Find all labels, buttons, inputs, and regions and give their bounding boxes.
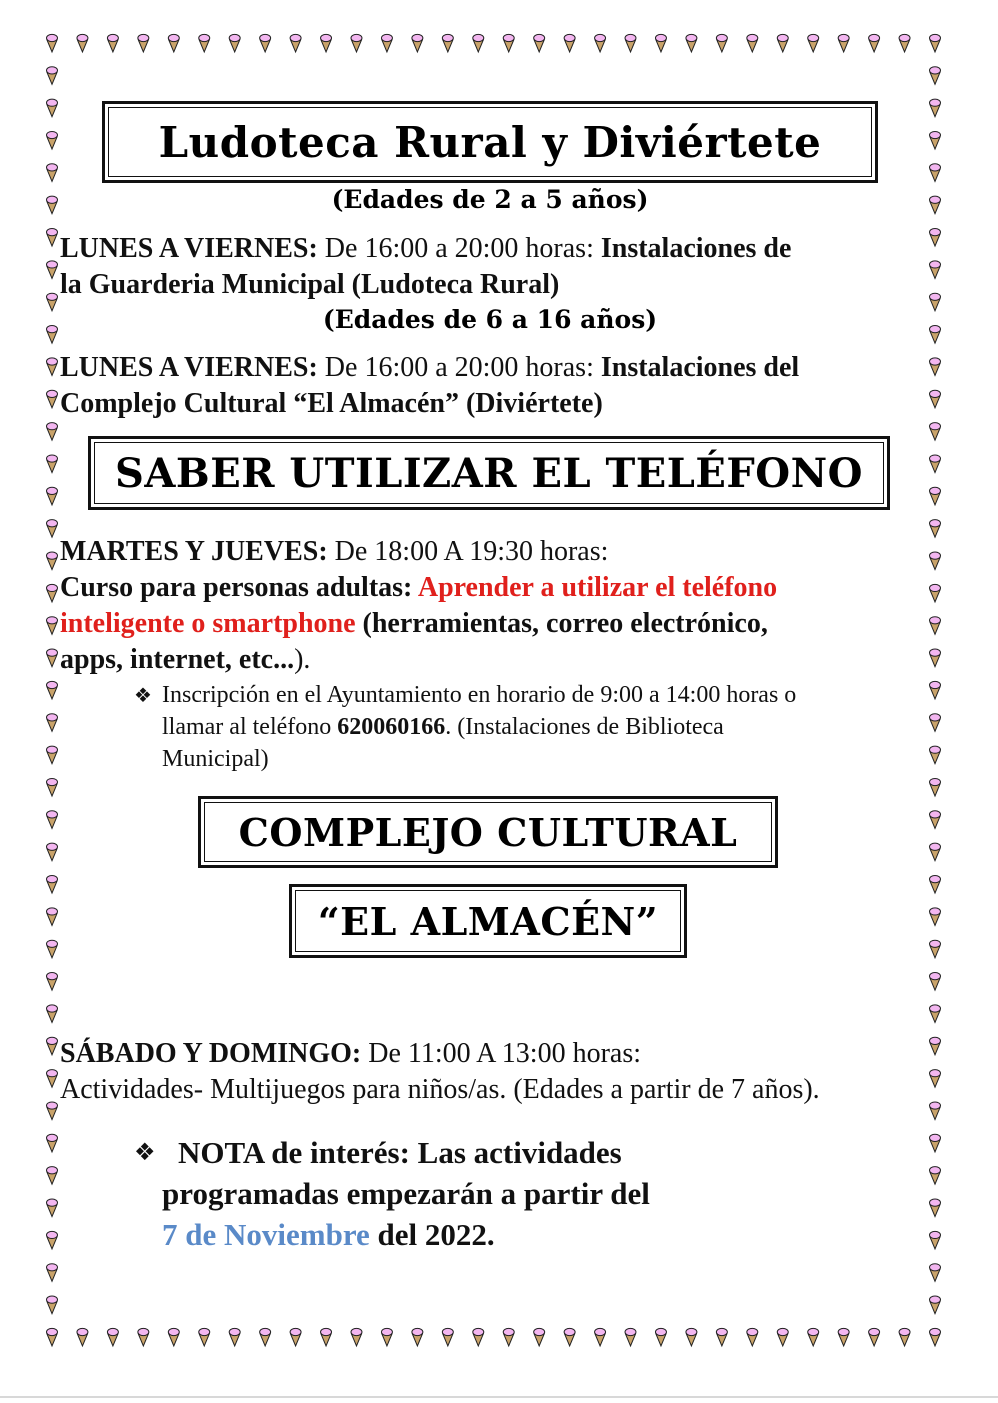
ice-cream-cone-icon [930,99,941,117]
ice-cream-cone-icon [747,34,758,52]
ice-cream-cone-icon [930,67,941,85]
ice-cream-cone-icon [930,487,941,505]
ludoteca-title-box [102,101,878,183]
schedule-2-hours: De 16:00 a 20:00 horas: [317,352,601,383]
ice-cream-cone-icon [930,714,941,732]
ice-cream-cone-icon [869,34,880,52]
ice-cream-cone-icon [473,1328,484,1346]
ice-cream-cone-icon [138,1328,149,1346]
ice-cream-cone-icon [290,34,301,52]
ice-cream-cone-icon [47,1231,58,1249]
ice-cream-cone-icon [716,1328,727,1346]
ice-cream-cone-icon [838,34,849,52]
ice-cream-cone-icon [930,908,941,926]
ice-cream-cone-icon [930,34,941,52]
ice-cream-cone-icon [47,1102,58,1120]
ice-cream-cone-icon [838,1328,849,1346]
ice-cream-cone-icon [930,358,941,376]
ice-cream-cone-icon [930,584,941,602]
note-block [134,1132,894,1255]
ice-cream-cone-icon [930,1037,941,1055]
ice-cream-cone-icon [47,455,58,473]
ice-cream-cone-icon [777,1328,788,1346]
course-highlight-1: Aprender a utilizar el teléfono [417,572,778,603]
ice-cream-cone-icon [47,487,58,505]
ice-cream-cone-icon [930,326,941,344]
ice-cream-cone-icon [930,1264,941,1282]
ice-cream-cone-icon [47,1264,58,1282]
ice-cream-cone-icon [47,681,58,699]
ice-cream-cone-icon [930,876,941,894]
ice-cream-cone-icon [229,34,240,52]
inscription-line3: Municipal) [162,746,269,772]
ice-cream-cone-icon [321,34,332,52]
ice-cream-cone-icon [930,811,941,829]
ice-cream-cone-icon [351,34,362,52]
ice-cream-cone-icon [534,34,545,52]
schedule-1-place-line2: la Guarderia Municipal (Ludoteca Rural) [60,269,560,300]
ice-cream-cone-icon [260,1328,271,1346]
ice-cream-cone-icon [930,520,941,538]
ice-cream-cone-icon [47,746,58,764]
telefono-hours: De 18:00 A 19:30 horas: [327,536,609,567]
ice-cream-cone-icon [47,34,58,52]
course-line3-end: ). [294,644,311,675]
ice-cream-cone-icon [930,229,941,247]
ice-cream-cone-icon [47,778,58,796]
ice-cream-cone-icon [47,1005,58,1023]
ice-cream-cone-icon [381,34,392,52]
ludoteca-title: Ludoteca Rural y Diviértete [108,107,872,177]
ice-cream-cone-icon [930,1134,941,1152]
ice-cream-cone-icon [899,34,910,52]
schedule-2-days: LUNES A VIERNES: [60,352,318,383]
ice-cream-cone-icon [930,746,941,764]
ice-cream-cone-icon [290,1328,301,1346]
ice-cream-cone-icon [930,1070,941,1088]
ice-cream-cone-icon [47,423,58,441]
note-line3-rest: del 2022. [369,1217,495,1252]
note-line1: NOTA de interés: Las actividades [178,1135,622,1170]
ice-cream-cone-icon [808,34,819,52]
ice-cream-cone-icon [47,876,58,894]
schedule-1-place-line1: Instalaciones de [600,233,792,264]
course-rest: (herramientas, correo electrónico, [355,608,768,639]
ice-cream-cone-icon [47,261,58,279]
complejo-details [60,1036,910,1108]
schedule-2-place-line2: Complejo Cultural “El Almacén” (Diviértete) [60,388,603,419]
ludoteca-schedule-2 [60,350,910,422]
ice-cream-cone-icon [47,1070,58,1088]
ice-cream-cone-icon [930,131,941,149]
page-edge-divider [0,1396,998,1398]
ice-cream-cone-icon [442,1328,453,1346]
ice-cream-cone-icon [138,34,149,52]
ice-cream-cone-icon [930,1005,941,1023]
course-line3: apps, internet, etc... [60,644,295,675]
inscription-line1: Inscripción en el Ayuntamiento en horario de 9:00 a 14:00 horas o [162,682,797,708]
ice-cream-cone-icon [47,196,58,214]
complejo-days: SÁBADO Y DOMINGO: [60,1038,362,1069]
ice-cream-cone-icon [351,1328,362,1346]
course-label: Curso para personas adultas: [60,572,418,603]
ice-cream-cone-icon [199,34,210,52]
ice-cream-cone-icon [47,1296,58,1314]
ice-cream-cone-icon [655,34,666,52]
ice-cream-cone-icon [47,843,58,861]
telefono-details [60,534,910,678]
ice-cream-cone-icon [930,423,941,441]
ice-cream-cone-icon [47,293,58,311]
ice-cream-cone-icon [47,1199,58,1217]
four-diamond-bullet-icon: ❖ [134,683,152,707]
ice-cream-cone-icon [869,1328,880,1346]
complejo-title-box [198,796,778,868]
almacen-title: “EL ALMACÉN” [295,890,681,952]
ice-cream-cone-icon [412,34,423,52]
ice-cream-cone-icon [260,34,271,52]
inscription-phone: 620060166 [337,714,446,740]
ice-cream-cone-icon [47,164,58,182]
ice-cream-cone-icon [381,1328,392,1346]
ice-cream-cone-icon [930,552,941,570]
inscription-line2-post: . (Instalaciones de Biblioteca [445,714,724,740]
ice-cream-cone-icon [930,843,941,861]
ice-cream-cone-icon [412,1328,423,1346]
ice-cream-cone-icon [930,1167,941,1185]
ice-cream-cone-icon [47,584,58,602]
ice-cream-cone-icon [930,617,941,635]
ice-cream-cone-icon [47,714,58,732]
almacen-title-box [289,884,687,958]
ice-cream-cone-icon [564,1328,575,1346]
ages-6-16-subtitle: (Edades de 6 a 16 años) [322,305,658,334]
telefono-title-box [88,436,890,510]
schedule-1-days: LUNES A VIERNES: [60,233,318,264]
complejo-activities: Actividades- Multijuegos para niños/as. (Edades a partir de 7 años). [60,1074,820,1105]
ice-cream-cone-icon [930,649,941,667]
inscription-bullet [134,679,904,775]
ice-cream-cone-icon [930,1231,941,1249]
note-line2: programadas empezarán a partir del [162,1176,650,1211]
ice-cream-cone-icon [47,617,58,635]
ice-cream-cone-icon [534,1328,545,1346]
ice-cream-cone-icon [47,552,58,570]
ages-2-5-subtitle: (Edades de 2 a 5 años) [331,185,649,214]
ice-cream-cone-icon [503,1328,514,1346]
ice-cream-cone-icon [930,1102,941,1120]
telefono-days: MARTES Y JUEVES: [60,536,328,567]
ice-cream-cone-icon [47,131,58,149]
ice-cream-cone-icon [47,67,58,85]
ice-cream-cone-icon [930,1296,941,1314]
ice-cream-cone-icon [930,261,941,279]
note-date: 7 de Noviembre [162,1217,370,1252]
ice-cream-cone-icon [47,99,58,117]
ice-cream-cone-icon [47,811,58,829]
ice-cream-cone-icon [625,34,636,52]
ice-cream-cone-icon [686,1328,697,1346]
ice-cream-cone-icon [930,390,941,408]
ice-cream-cone-icon [168,34,179,52]
ice-cream-cone-icon [930,164,941,182]
ludoteca-schedule-1 [60,231,910,303]
ice-cream-cone-icon [47,1134,58,1152]
ice-cream-cone-icon [777,34,788,52]
ice-cream-cone-icon [47,973,58,991]
complejo-hours: De 11:00 A 13:00 horas: [361,1038,641,1069]
ice-cream-cone-icon [930,293,941,311]
ice-cream-cone-icon [930,973,941,991]
ice-cream-cone-icon [930,1199,941,1217]
complejo-title: COMPLEJO CULTURAL [204,802,772,862]
ice-cream-cone-icon [47,908,58,926]
ice-cream-cone-icon [930,778,941,796]
ice-cream-cone-icon [47,649,58,667]
ice-cream-cone-icon [655,1328,666,1346]
ice-cream-cone-icon [564,34,575,52]
ice-cream-cone-icon [503,34,514,52]
ice-cream-cone-icon [47,326,58,344]
ice-cream-cone-icon [47,1167,58,1185]
telefono-title: SABER UTILIZAR EL TELÉFONO [94,442,884,504]
ice-cream-cone-icon [229,1328,240,1346]
ice-cream-cone-icon [47,940,58,958]
ice-cream-cone-icon [107,34,118,52]
ice-cream-cone-icon [808,1328,819,1346]
ice-cream-cone-icon [442,34,453,52]
ice-cream-cone-icon [930,681,941,699]
ice-cream-cone-icon [107,1328,118,1346]
ice-cream-cone-icon [899,1328,910,1346]
course-highlight-2: inteligente o smartphone [60,608,356,639]
ice-cream-cone-icon [747,1328,758,1346]
ice-cream-cone-icon [686,34,697,52]
ice-cream-cone-icon [47,1037,58,1055]
ice-cream-cone-icon [47,520,58,538]
ice-cream-cone-icon [930,455,941,473]
inscription-line2-pre: llamar al teléfono [162,714,338,740]
ice-cream-cone-icon [77,1328,88,1346]
ice-cream-cone-icon [168,1328,179,1346]
ice-cream-cone-icon [595,1328,606,1346]
schedule-1-hours: De 16:00 a 20:00 horas: [317,233,601,264]
ice-cream-cone-icon [930,196,941,214]
ice-cream-cone-icon [47,358,58,376]
schedule-2-place-line1: Instalaciones del [600,352,800,383]
ice-cream-cone-icon [47,1328,58,1346]
ice-cream-cone-icon [473,34,484,52]
ice-cream-cone-icon [595,34,606,52]
ice-cream-cone-icon [930,1328,941,1346]
ice-cream-cone-icon [321,1328,332,1346]
ice-cream-cone-icon [199,1328,210,1346]
ice-cream-cone-icon [77,34,88,52]
ice-cream-cone-icon [47,390,58,408]
ice-cream-cone-icon [716,34,727,52]
ice-cream-cone-icon [930,940,941,958]
four-diamond-bullet-icon: ❖ [134,1138,156,1166]
ice-cream-cone-icon [625,1328,636,1346]
ice-cream-cone-icon [47,229,58,247]
